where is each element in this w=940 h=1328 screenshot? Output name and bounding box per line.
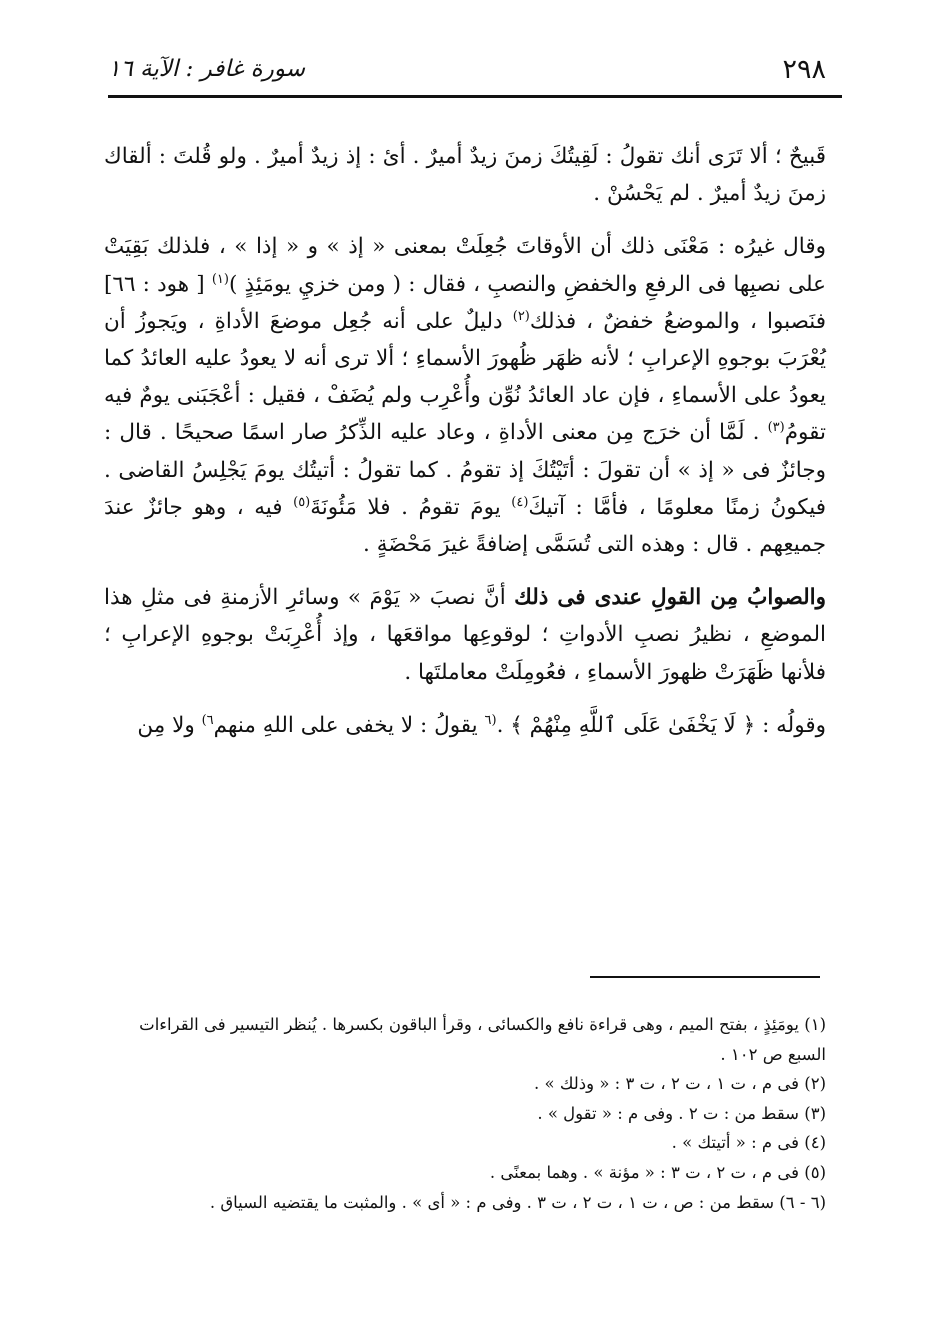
paragraph-4-text-1: وقولُه : ﴿ لَا يَخْفَىٰ عَلَى ٱللَّهِ مِنْهُمْ ﴾ . — [496, 712, 826, 738]
footnote-ref-6-open: (٦ — [484, 712, 497, 728]
footnote-ref-2: (٢) — [512, 308, 530, 324]
footnote-3: (٣) سقط من : ت ٢ . وفى م : « تقول » . — [537, 1103, 826, 1123]
paragraph-2-text-6: فيه ، وهو جائزٌ عندَ جميعِهم . قال : وهذه التى تُسَمَّى إضافةً غيرَ مَحْضَةٍ . — [104, 494, 826, 558]
paragraph-1: قَبيحٌ ؛ ألا تَرَى أنك تقولُ : لَقِيتُكَ زمنَ زيدٌ أميرٌ . أئ : إذ زيدٌ أميرٌ . ولو قُلتَ : ألقاك زمنَ زيدٌ أميرٌ . لم يَحْسُنْ . — [104, 144, 826, 207]
footnote-5: (٥) فى م ، ت ٢ ، ت ٣ : « مؤنة » . وهما بمعنًى . — [489, 1162, 826, 1182]
footnote-4: (٤) فى م : « أتيتك » . — [671, 1133, 826, 1153]
header-rule — [108, 95, 842, 98]
paragraph-2-text-1: وقال غيرُه : مَعْنَى ذلك أن الأوقاتَ جُعِلَتْ بمعنى « إذ » و « إذا » ، فلذلك بَقِيَتْ على نصبِها فى الرفعِ والخفضِ والنصبِ ، فقال : ( ومن خزيِ يومَئِذٍ ) — [104, 234, 826, 297]
footnote-ref-3: (٣) — [767, 420, 785, 436]
paragraph-2 — [104, 228, 826, 563]
footnote-ref-5: (٥) — [293, 494, 311, 510]
paragraph-4-text-2: يقولُ : لا يخفى على اللهِ منهم — [213, 712, 478, 738]
footnote-ref-1: (١) — [211, 271, 229, 287]
footnote-rule — [590, 976, 820, 978]
footnote-ref-6-close: ٦) — [201, 712, 214, 728]
running-title: سورة غافر : الآية ١٦ — [108, 56, 305, 82]
paragraph-2-text-3: دليلٌ على أنه جُعِل موضعَ الأداةِ ، ويَجوزُ أن يُعْرَبَ بوجوهِ الإعرابِ ؛ لأنه ظهَر ظُهورَ الأسماءِ ؛ ألا ترى أنه لا يعودُ عليه العائدُ كما يعودُ على الأسماءِ ، فإن عاد العائدُ نُوِّن وأُعْرِب ولم يُضَفْ ، فقيل : أعْجَبَنى يومٌ فيه تقومُ — [104, 308, 826, 446]
footnote-6: (٦ - ٦) سقط من : ص ، ت ١ ، ت ٢ ، ت ٣ . وفى م : « أى » . والمثبت ما يقتضيه السياق . — [209, 1192, 826, 1212]
paragraph-4 — [104, 707, 826, 744]
paragraph-3-text: أنَّ نصبَ « يَوْمَ » وسائرِ الأزمنةِ فى مثلِ هذا الموضعِ ، نظيرُ نصبِ الأدواتِ ؛ لوقوعِها مواقعَها ، وإذ أُعْرِبَتْ بوجوهِ الإعرابِ ؛ فلأنها ظَهَرَتْ ظهورَ الأسماءِ ، فعُومِلَتْ معاملتَها . — [104, 585, 826, 685]
paragraph-2-text-2: [ هود : ٦٦] فنَصبوا ، والموضعُ خفضٌ ، فذلك — [104, 271, 827, 334]
paragraph-3 — [104, 579, 826, 691]
page-header — [108, 52, 832, 92]
paragraph-2-text-4: . لَمَّا أن خرَج مِن معنى الأداةِ ، وعاد عليه الذِّكرُ صار اسمًا صحيحًا . قال : وجائزٌ فى « إذ » أن تقولَ : أتَيْتُكَ إذ تقومُ . كما تقولُ : أتيتُك يومَ يَجْلِسُ القاضى . فيكونُ زمنًا معلومًا ، فأمَّا : آتيكَ — [104, 420, 826, 520]
paragraph-3-lead: والصوابُ مِن القولِ عندى فى ذلك — [514, 585, 826, 611]
footnotes — [104, 1010, 826, 1217]
footnote-2: (٢) فى م ، ت ١ ، ت ٢ ، ت ٣ : « وذلك » . — [534, 1074, 826, 1094]
paragraph-2-text-5: يومَ تقومُ . فلا مَئُونَةَ — [310, 494, 501, 520]
footnote-ref-4: (٤) — [511, 494, 529, 510]
page-number: ٢٩٨ — [782, 54, 826, 85]
footnote-1: (١) يومَئِذٍ ، بفتح الميم ، وهى قراءة نافع والكسائى ، وقرأ الباقون بكسرها . يُنظر التيسير فى القراءات السبع ص ١٠٢ . — [139, 1015, 826, 1064]
main-text — [104, 138, 826, 744]
paragraph-4-text-3: ولا مِن — [137, 712, 195, 738]
